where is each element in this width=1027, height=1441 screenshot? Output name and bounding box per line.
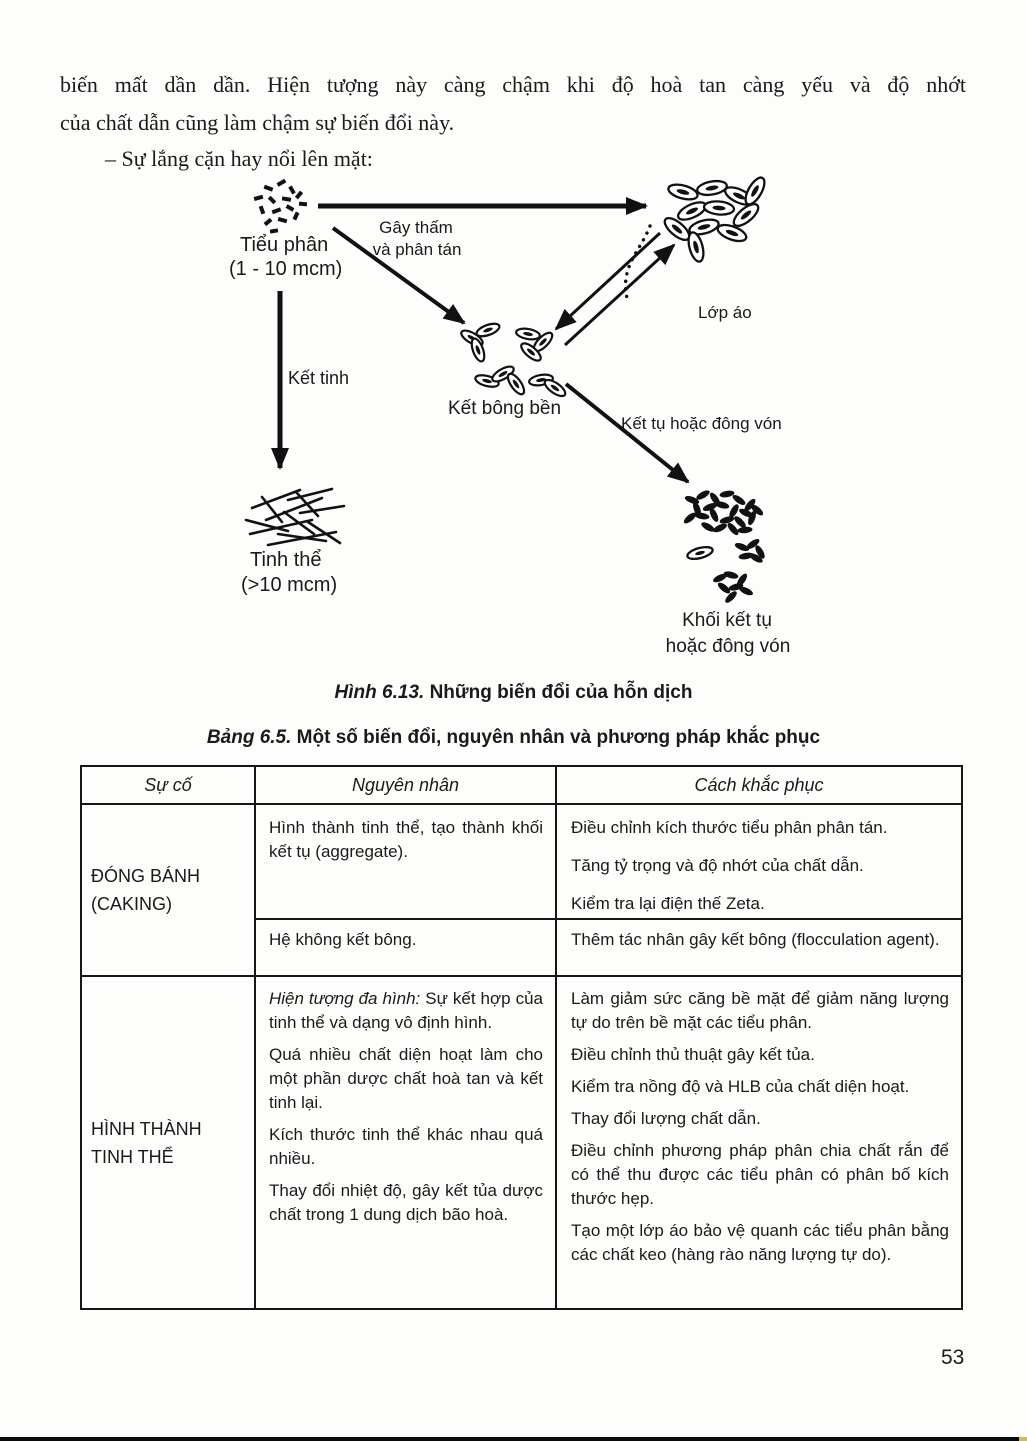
subrow-caking-2	[256, 920, 961, 975]
paragraph-line: của chất dẫn cũng làm chậm sự biến đổi này.	[60, 110, 455, 135]
arrow-reversible-down	[556, 233, 660, 329]
issue-label-line: HÌNH THÀNH	[91, 1118, 202, 1139]
cause-text: Hệ không kết bông.	[269, 930, 417, 949]
label-gay-tham-1: Gây thấm	[379, 218, 453, 237]
cause-cell	[256, 977, 557, 1308]
figure-caption	[0, 682, 1027, 704]
arrow-aggregation	[566, 384, 688, 482]
table-row-caking	[82, 805, 961, 977]
scan-edge-accent	[1019, 1437, 1027, 1441]
table-row-crystal-formation	[82, 977, 961, 1308]
page-number: 53	[941, 1346, 965, 1369]
issue-cell-caking	[82, 805, 256, 975]
table-title-text: Một số biến đổi, nguyên nhân và phương pháp khắc phục	[291, 727, 821, 748]
remedy-text: Điều chỉnh thủ thuật gây kết tủa.	[571, 1045, 815, 1064]
table-title	[0, 727, 1027, 749]
remedy-cell	[557, 805, 961, 918]
remedy-text: Điều chỉnh kích thước tiểu phân phân tán.	[571, 818, 888, 837]
issue-cell-crystal	[82, 977, 256, 1308]
label-khoi-ket-tu-1: Khối kết tụ	[682, 610, 772, 631]
figure-caption-text: Những biến đổi của hỗn dịch	[424, 682, 693, 703]
suspension-changes-diagram	[170, 170, 860, 670]
col-header-su-co: Sự cố	[82, 767, 256, 803]
cause-text	[269, 987, 543, 1035]
list-item-lang-can: – Sự lắng cặn hay nổi lên mặt:	[105, 146, 373, 171]
cause-text: Hình thành tinh thể, tạo thành khối kết tụ (aggregate).	[269, 818, 543, 861]
paragraph-line: biến mất dần dần. Hiện tượng này càng chậm khi độ hoà tan càng yếu và độ nhớt	[60, 72, 966, 97]
remedy-cell	[557, 920, 961, 975]
label-ket-tu: Kết tụ hoặc đông vón	[621, 414, 782, 433]
cause-text: Thay đổi nhiệt độ, gây kết tủa dược chất trong 1 dung dịch bão hoà.	[269, 1181, 543, 1224]
issues-table	[80, 765, 963, 1310]
settled-fragments	[686, 537, 766, 604]
label-tieu-phan-size: (1 - 10 mcm)	[229, 258, 343, 280]
label-tinh-the-size: (>10 mcm)	[241, 574, 338, 596]
cause-lead-italic: Hiện tượng đa hình:	[269, 989, 421, 1008]
aggregate-caked-mass	[682, 488, 765, 536]
cause-cell	[256, 805, 557, 918]
label-tieu-phan: Tiểu phân	[240, 234, 329, 256]
table-header-row	[82, 767, 961, 805]
fine-particles-cluster	[254, 179, 308, 234]
label-tinh-the: Tinh thể	[250, 549, 322, 571]
remedy-text: Tạo một lớp áo bảo vệ quanh các tiểu phân bằng các chất keo (hàng rào năng lượng tự do).	[571, 1221, 949, 1264]
intro-paragraph	[60, 66, 966, 142]
label-ket-bong-ben: Kết bông bền	[448, 398, 562, 419]
stable-floc-clusters	[459, 321, 568, 399]
label-gay-tham-2: và phân tán	[372, 240, 462, 259]
issue-label-line: TINH THỂ	[91, 1146, 174, 1167]
col-header-nguyen-nhan: Nguyên nhân	[256, 767, 557, 803]
arrow-reversible-up	[565, 245, 674, 345]
subrow-caking-1	[256, 805, 961, 920]
remedy-text: Kiểm tra lại điện thế Zeta.	[571, 894, 765, 913]
remedy-cell	[557, 977, 961, 1308]
col-header-cach-khac-phuc: Cách khắc phục	[694, 774, 824, 795]
cause-text: Kích thước tinh thể khác nhau quá nhiều.	[269, 1125, 543, 1168]
crystal-needles	[246, 489, 344, 545]
scan-edge-bar	[0, 1437, 1027, 1441]
remedy-text: Điều chỉnh phương pháp phân chia chất rắn để có thể thu được các tiểu phân có phân bố kích thước hẹp.	[571, 1141, 949, 1208]
figure-caption-number: Hình 6.13.	[334, 682, 425, 703]
remedy-text: Thay đổi lượng chất dẫn.	[571, 1109, 761, 1128]
cause-text: Quá nhiều chất diện hoạt làm cho một phần dược chất hoà tan và kết tinh lại.	[269, 1045, 543, 1112]
remedy-text: Làm giảm sức căng bề mặt để giảm năng lượng tự do trên bề mặt các tiểu phân.	[571, 989, 949, 1032]
label-lop-ao: Lớp áo	[698, 303, 752, 322]
table-title-number: Bảng 6.5.	[206, 727, 292, 748]
issue-label-line: ĐÓNG BÁNH	[91, 866, 201, 886]
issue-label-line: (CAKING)	[91, 894, 172, 914]
label-khoi-ket-tu-2: hoặc đông vón	[665, 636, 791, 657]
remedy-text: Kiểm tra nồng độ và HLB của chất diện hoạt.	[571, 1077, 910, 1096]
cause-lead-rest: Sự kết hợp của tinh thể và dạng vô định hình.	[269, 989, 543, 1032]
cause-cell	[256, 920, 557, 975]
remedy-text: Thêm tác nhân gây kết bông (flocculation agent).	[571, 930, 940, 949]
remedy-text: Tăng tỷ trọng và độ nhớt của chất dẫn.	[571, 856, 864, 875]
dispersed-coated-particles	[661, 175, 768, 263]
label-ket-tinh: Kết tinh	[288, 368, 350, 388]
